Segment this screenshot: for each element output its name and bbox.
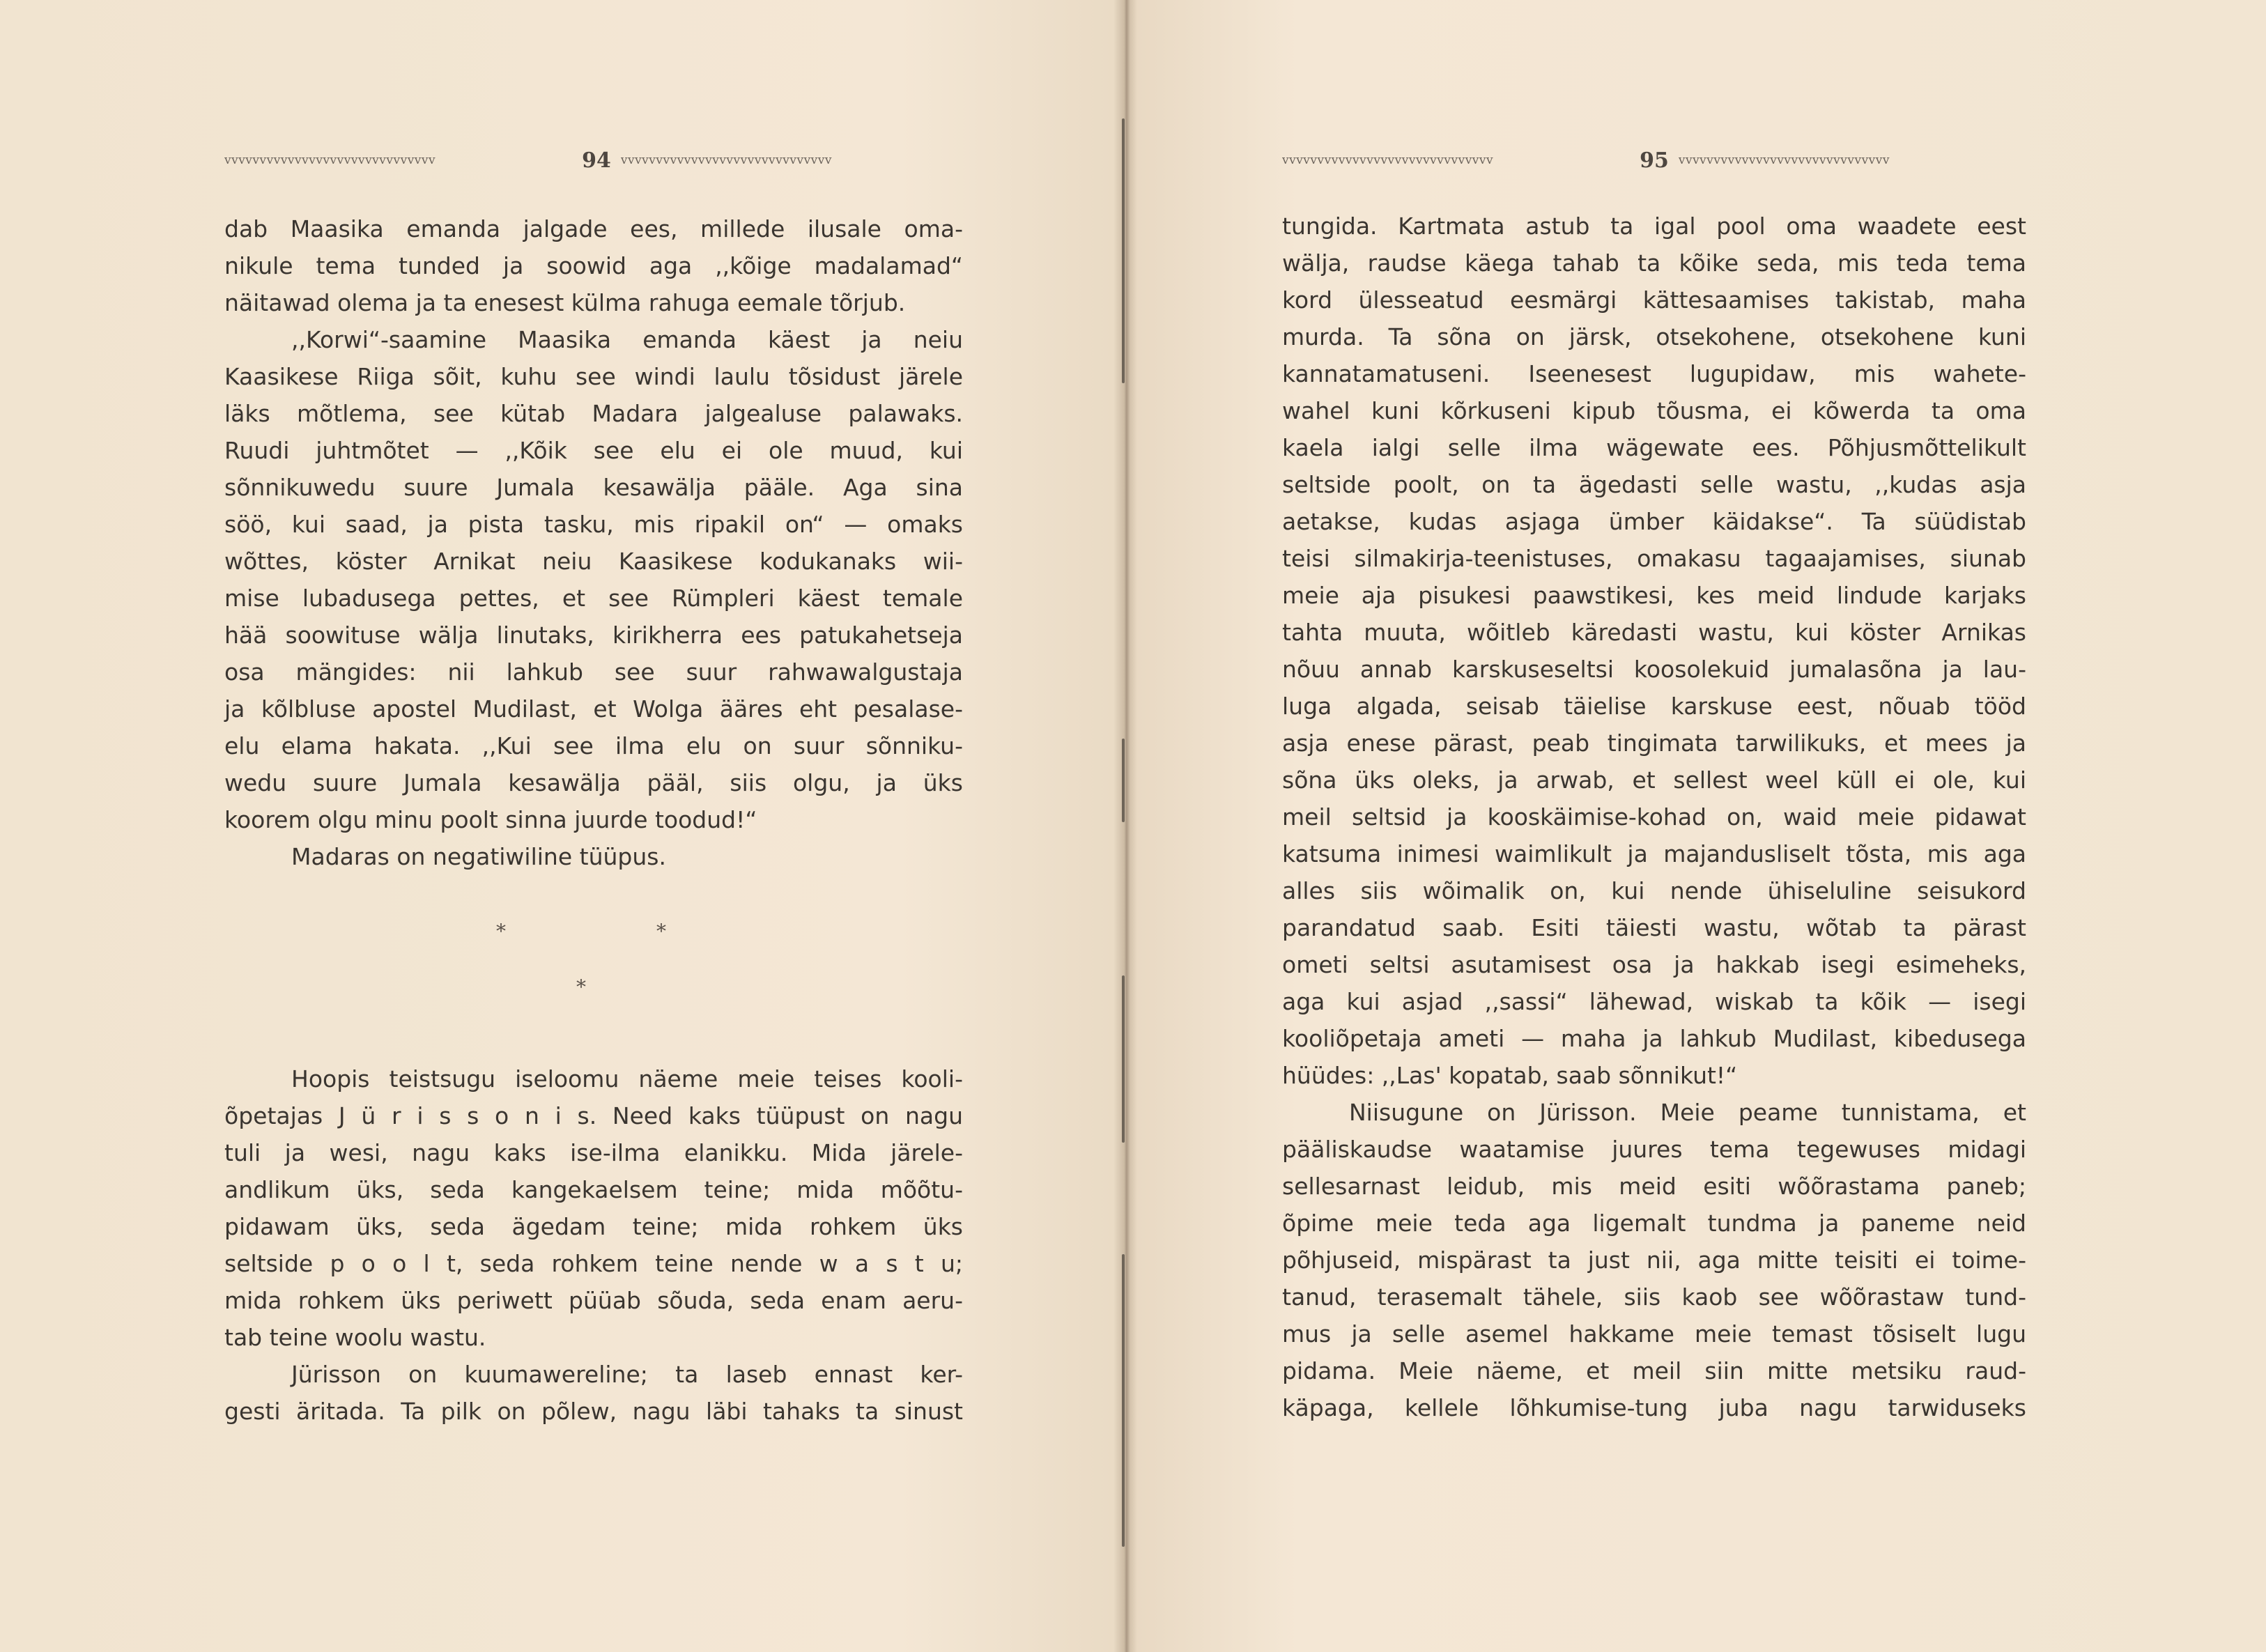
text-line: meie aja pisukesi paawstikesi, kes meid lindude karjaks (1282, 582, 2026, 609)
text-line: sellesarnast leidub, mis meid esiti wõõrastama paneb; (1282, 1173, 2026, 1200)
text-line: Niisugune on Jürisson. Meie peame tunnistama, et (1349, 1099, 2026, 1126)
header-ornament-right: vvvvvvvvvvvvvvvvvvvvvvvvvvvvvv (1678, 153, 1890, 167)
text-line: Hoopis teistsugu iseloomu näeme meie teises kooli- (291, 1065, 963, 1093)
left-page-header (224, 146, 969, 174)
binding-thread (1122, 118, 1125, 383)
text-line: mise lubadusega pettes, et see Rümpleri käest temale (224, 585, 963, 612)
text-line: koorem olgu minu poolt sinna juurde toodud!“ (224, 806, 757, 833)
text-line: wälja, raudse käega tahab ta kõike seda, mis teda tema (1282, 249, 2026, 277)
text-line: käpaga, kellele lõhkumise-tung juba nagu tarwiduseks (1282, 1394, 2026, 1421)
text-line: kannatamatuseni. Iseenesest lugupidaw, mis wahete- (1282, 360, 2026, 387)
text-line: õpetajas J ü r i s s o n i s. Need kaks tüüpust on nagu (224, 1102, 963, 1129)
binding-thread (1122, 1254, 1125, 1547)
text-line: õpime meie teda aga ligemalt tundma ja paneme neid (1282, 1210, 2026, 1237)
text-line: meil seltsid ja kooskäimise-kohad on, waid meie pidawat (1282, 803, 2026, 831)
text-line: mus ja selle asemel hakkame meie temast tõsiselt lugu (1282, 1320, 2026, 1348)
text-line: aetakse, kudas asjaga ümber käidakse“. Ta süüdistab (1282, 508, 2026, 535)
text-line: wedu suure Jumala kesawälja pääl, siis olgu, ja üks (224, 769, 963, 796)
text-line: Jürisson on kuumawereline; ta laseb ennast ker- (291, 1361, 963, 1388)
left-body-text-bottom (224, 1060, 963, 1430)
text-line: luga algada, seisab täielise karskuse eest, nõuab tööd (1282, 693, 2026, 720)
text-line: põhjuseid, mispärast ta just nii, aga mitte teisiti ei toime- (1282, 1246, 2026, 1274)
header-ornament-left: vvvvvvvvvvvvvvvvvvvvvvvvvvvvvv (1282, 153, 1494, 167)
text-line: nikule tema tunded ja soowid aga ,,kõige madalamad“ (224, 252, 963, 279)
text-line: söö, kui saad, ja pista tasku, mis ripakil on“ — omaks (224, 511, 963, 538)
text-line: parandatud saab. Esiti täiesti wastu, wõtab ta pärast (1282, 914, 2026, 941)
text-line: tanud, terasemalt tähele, siis kaob see wõõrastaw tund- (1282, 1283, 2026, 1311)
text-line: hüüdes: ,,Las' kopatab, saab sõnnikut!“ (1282, 1062, 1738, 1089)
book-gutter (1113, 0, 1137, 1652)
text-line: läks mõtlema, see kütab Madara jalgealuse palawaks. (224, 400, 963, 427)
text-line: ,,Korwi“-saamine Maasika emanda käest ja neiu (291, 326, 963, 353)
text-line: ja kõlbluse apostel Mudilast, et Wolga ääres eht pesalase- (224, 695, 963, 723)
binding-thread (1122, 975, 1125, 1143)
text-line: ometi seltsi asutamisest osa ja hakkab isegi esimeheks, (1282, 951, 2026, 978)
text-line: aga kui asjad ,,sassi“ lähewad, wiskab ta kõik — isegi (1282, 988, 2026, 1015)
right-page-header (1282, 146, 2026, 174)
text-line: kaela ialgi selle ilma wägewate ees. Põhjusmõttelikult (1282, 434, 2026, 461)
text-line: Ruudi juhtmõtet — ,,Kõik see elu ei ole muud, kui (224, 437, 963, 464)
page-number: 94 (582, 148, 611, 173)
text-line: elu elama hakata. ,,Kui see ilma elu on suur sõnniku- (224, 732, 963, 759)
text-line: mida rohkem üks periwett püüab sõuda, seda enam aeru- (224, 1287, 963, 1314)
left-page (0, 0, 1126, 1652)
asterisk: * (496, 920, 506, 943)
text-line: dab Maasika emanda jalgade ees, millede ilusale oma- (224, 215, 963, 242)
text-line: tab teine woolu wastu. (224, 1324, 486, 1351)
right-body-text (1282, 208, 2026, 1426)
text-line: murda. Ta sõna on järsk, otsekohene, otsekohene kuni (1282, 323, 2026, 350)
text-line: wahel kuni kõrkuseni kipub tõusma, ei kõwerda ta oma (1282, 397, 2026, 424)
text-line: asja enese pärast, peab tingimata tarwilikuks, et mees ja (1282, 729, 2026, 757)
text-line: hää soowituse wälja linutaks, kirikherra ees patukahetseja (224, 622, 963, 649)
asterisk: * (656, 920, 666, 943)
text-line: pidawam üks, seda ägedam teine; mida rohkem üks (224, 1213, 963, 1240)
text-line: pidama. Meie näeme, et meil siin mitte metsiku raud- (1282, 1357, 2026, 1384)
text-line: nõuu annab karskuseseltsi koosolekuid jumalasõna ja lau- (1282, 656, 2026, 683)
text-line: tuli ja wesi, nagu kaks ise-ilma elanikku. Mida järele- (224, 1139, 963, 1166)
text-line: kooliõpetaja ameti — maha ja lahkub Mudilast, kibedusega (1282, 1025, 2026, 1052)
text-line: seltside p o o l t, seda rohkem teine nende w a s t u; (224, 1250, 963, 1277)
text-line: wõttes, köster Arnikat neiu Kaasikese kodukanaks wii- (224, 548, 963, 575)
text-line: osa mängides: nii lahkub see suur rahwawalgustaja (224, 658, 963, 686)
text-line: seltside poolt, on ta ägedasti selle wastu, ,,kudas asja (1282, 471, 2026, 498)
text-line: katsuma inimesi waimlikult ja majandusliselt tõsta, mis aga (1282, 840, 2026, 867)
text-line: näitawad olema ja ta enesest külma rahuga eemale tõrjub. (224, 289, 906, 316)
binding-thread (1122, 739, 1125, 822)
text-line: kord ülesseatud eesmärgi kättesaamises takistab, maha (1282, 286, 2026, 314)
header-ornament-left: vvvvvvvvvvvvvvvvvvvvvvvvvvvvvv (224, 153, 436, 167)
text-line: andlikum üks, seda kangekaelsem teine; mida mõõtu- (224, 1176, 963, 1203)
text-line: sõna üks oleks, ja arwab, et sellest weel küll ei ole, kui (1282, 766, 2026, 794)
text-line: teisi silmakirja-teenistuses, omakasu tagaajamises, siunab (1282, 545, 2026, 572)
text-line: gesti äritada. Ta pilk on põlew, nagu läbi tahaks ta sinust (224, 1398, 963, 1425)
left-body-text-top (224, 210, 963, 875)
text-line: alles siis wõimalik on, kui nende ühiseluline seisukord (1282, 877, 2026, 904)
text-line: sõnnikuwedu suure Jumala kesawälja pääle. Aga sina (224, 474, 963, 501)
text-line: Madaras on negatiwiline tüüpus. (291, 843, 666, 870)
page-number: 95 (1640, 148, 1669, 173)
header-ornament-right: vvvvvvvvvvvvvvvvvvvvvvvvvvvvvv (620, 153, 832, 167)
right-page (1126, 0, 2266, 1652)
text-line: pääliskaudse waatamise juures tema tegewuses midagi (1282, 1136, 2026, 1163)
asterisk: * (576, 975, 586, 998)
text-line: tahta muuta, wõitleb käredasti wastu, kui köster Arnikas (1282, 619, 2026, 646)
text-line: tungida. Kartmata astub ta igal pool oma waadete eest (1282, 213, 2026, 240)
text-line: Kaasikese Riiga sõit, kuhu see windi laulu tõsidust järele (224, 363, 963, 390)
section-break-asterisks (224, 920, 963, 1010)
